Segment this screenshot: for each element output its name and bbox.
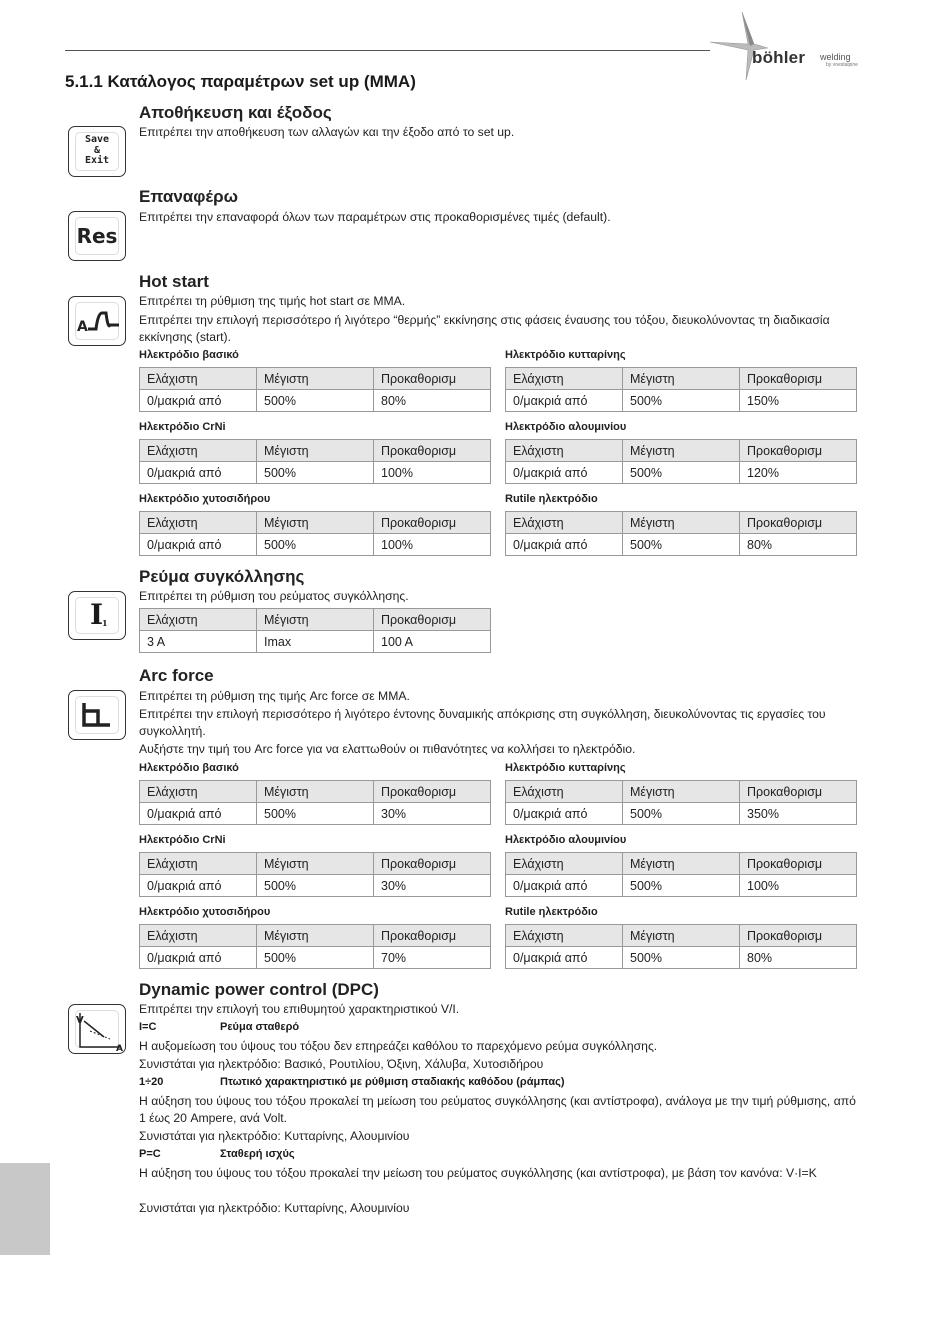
cell-min: 0/μακριά από bbox=[140, 875, 257, 897]
dpc-mode-code: 1÷20 bbox=[139, 1076, 164, 1088]
col-default: Προκαθορισμ bbox=[740, 925, 857, 947]
electrode-label: Ηλεκτρόδιο χυτοσιδήρου bbox=[139, 493, 271, 505]
cell-min: 0/μακριά από bbox=[140, 803, 257, 825]
dpc-mode-code: I=C bbox=[139, 1021, 157, 1033]
cell-default: 80% bbox=[740, 534, 857, 556]
col-max: Μέγιστη bbox=[623, 781, 740, 803]
cell-min: 3 A bbox=[140, 631, 257, 653]
col-min: Ελάχιστη bbox=[506, 368, 623, 390]
electrode-label: Ηλεκτρόδιο αλουμινίου bbox=[505, 421, 627, 433]
col-max: Μέγιστη bbox=[623, 853, 740, 875]
col-min: Ελάχιστη bbox=[140, 368, 257, 390]
cell-default: 350% bbox=[740, 803, 857, 825]
bohler-logo-icon bbox=[706, 8, 876, 84]
dpc-mode-code: P=C bbox=[139, 1148, 161, 1160]
cell-min: 0/μακριά από bbox=[506, 462, 623, 484]
electrode-label: Rutile ηλεκτρόδιο bbox=[505, 906, 598, 918]
electrode-param-table bbox=[505, 511, 857, 556]
hot-start-desc-2: Επιτρέπει την επιλογή περισσότερο ή λιγότερο “θερμής” εκκίνησης στις φάσεις έναυσης του τόξου, διευκολύνοντας τη διαδικασία εκκίνησης (start). bbox=[139, 313, 830, 344]
cell-default: 100% bbox=[374, 462, 491, 484]
electrode-param-table bbox=[139, 852, 491, 897]
col-min: Ελάχιστη bbox=[140, 781, 257, 803]
arc-force-title: Arc force bbox=[139, 666, 214, 685]
arc-force-desc-3: Αυξήστε την τιμή του Arc force για να ελαττωθούν οι πιθανότητες να κολλήσει το ηλεκτρόδιο. bbox=[139, 742, 636, 756]
electrode-param-table bbox=[505, 780, 857, 825]
cell-default: 100% bbox=[740, 875, 857, 897]
save-exit-title: Αποθήκευση και έξοδος bbox=[139, 103, 332, 122]
dpc-mode-name: Ρεύμα σταθερό bbox=[220, 1021, 300, 1033]
logo-sub: welding bbox=[820, 52, 851, 62]
page-side-tab bbox=[0, 1163, 50, 1255]
welding-current-table bbox=[139, 608, 491, 653]
cell-default: 80% bbox=[374, 390, 491, 412]
electrode-label: Ηλεκτρόδιο CrNi bbox=[139, 834, 226, 846]
col-max: Μέγιστη bbox=[623, 368, 740, 390]
save-exit-icon: Save & Exit bbox=[68, 126, 126, 177]
dpc-title: Dynamic power control (DPC) bbox=[139, 980, 379, 999]
hot-start-title: Hot start bbox=[139, 272, 209, 291]
electrode-label: Ηλεκτρόδιο CrNi bbox=[139, 421, 226, 433]
cell-max: 500% bbox=[257, 462, 374, 484]
reset-title: Επαναφέρω bbox=[139, 187, 238, 206]
cell-max: 500% bbox=[257, 947, 374, 969]
electrode-label: Ηλεκτρόδιο κυτταρίνης bbox=[505, 349, 626, 361]
cell-min: 0/μακριά από bbox=[506, 947, 623, 969]
col-default: Προκαθορισμ bbox=[374, 609, 491, 631]
col-min: Ελάχιστη bbox=[140, 925, 257, 947]
hot-start-desc-1: Επιτρέπει τη ρύθμιση της τιμής hot start σε MMA. bbox=[139, 294, 406, 308]
col-default: Προκαθορισμ bbox=[740, 512, 857, 534]
col-default: Προκαθορισμ bbox=[374, 925, 491, 947]
col-max: Μέγιστη bbox=[257, 440, 374, 462]
cell-max: 500% bbox=[257, 803, 374, 825]
electrode-param-table bbox=[139, 367, 491, 412]
cell-default: 120% bbox=[740, 462, 857, 484]
col-max: Μέγιστη bbox=[257, 853, 374, 875]
cell-max: 500% bbox=[623, 803, 740, 825]
dpc-mode-name: Πτωτικό χαρακτηριστικό με ρύθμιση σταδιακής καθόδου (ράμπας) bbox=[220, 1076, 565, 1088]
col-min: Ελάχιστη bbox=[140, 440, 257, 462]
cell-default: 70% bbox=[374, 947, 491, 969]
col-default: Προκαθορισμ bbox=[374, 853, 491, 875]
reset-icon: Res bbox=[68, 211, 126, 261]
cell-min: 0/μακριά από bbox=[506, 534, 623, 556]
save-exit-desc: Επιτρέπει την αποθήκευση των αλλαγών και την έξοδο από το set up. bbox=[139, 125, 515, 139]
cell-max: 500% bbox=[623, 947, 740, 969]
electrode-param-table bbox=[505, 439, 857, 484]
electrode-param-table bbox=[139, 780, 491, 825]
cell-min: 0/μακριά από bbox=[506, 875, 623, 897]
cell-default: 30% bbox=[374, 803, 491, 825]
col-default: Προκαθορισμ bbox=[740, 853, 857, 875]
cell-min: 0/μακριά από bbox=[140, 390, 257, 412]
col-max: Μέγιστη bbox=[257, 368, 374, 390]
electrode-label: Ηλεκτρόδιο αλουμινίου bbox=[505, 834, 627, 846]
col-default: Προκαθορισμ bbox=[740, 781, 857, 803]
dpc-mode-rec: Συνιστάται για ηλεκτρόδιο: Κυτταρίνης, Αλουμινίου bbox=[139, 1201, 410, 1215]
col-min: Ελάχιστη bbox=[506, 925, 623, 947]
cell-max: 500% bbox=[257, 390, 374, 412]
electrode-label: Ηλεκτρόδιο χυτοσιδήρου bbox=[139, 906, 271, 918]
col-default: Προκαθορισμ bbox=[374, 512, 491, 534]
electrode-param-table bbox=[505, 924, 857, 969]
electrode-param-table bbox=[139, 511, 491, 556]
header-rule bbox=[65, 50, 710, 51]
electrode-label: Rutile ηλεκτρόδιο bbox=[505, 493, 598, 505]
cell-default: 30% bbox=[374, 875, 491, 897]
col-max: Μέγιστη bbox=[257, 781, 374, 803]
col-max: Μέγιστη bbox=[257, 925, 374, 947]
hot-start-icon bbox=[68, 296, 126, 346]
col-max: Μέγιστη bbox=[257, 609, 374, 631]
welding-current-desc: Επιτρέπει τη ρύθμιση του ρεύματος συγκόλλησης. bbox=[139, 589, 409, 603]
col-max: Μέγιστη bbox=[623, 440, 740, 462]
col-min: Ελάχιστη bbox=[506, 512, 623, 534]
cell-min: 0/μακριά από bbox=[506, 803, 623, 825]
dpc-icon-a: A bbox=[116, 1044, 123, 1054]
dpc-mode-name: Σταθερή ισχύς bbox=[220, 1148, 295, 1160]
col-max: Μέγιστη bbox=[623, 925, 740, 947]
electrode-label: Ηλεκτρόδιο βασικό bbox=[139, 762, 239, 774]
electrode-param-table bbox=[505, 852, 857, 897]
col-min: Ελάχιστη bbox=[140, 609, 257, 631]
cell-min: 0/μακριά από bbox=[140, 534, 257, 556]
welding-current-icon: I 1 bbox=[68, 591, 126, 640]
cell-max: Imax bbox=[257, 631, 374, 653]
dpc-mode-text: Η αύξηση του ύψους του τόξου προκαλεί τη μείωση του ρεύματος συγκόλλησης (και αντίστροφα), ανάλογα με την τιμή ρύθμισης, από 1 έως 20 Ampere, ανά Volt. bbox=[139, 1094, 856, 1125]
arc-force-icon bbox=[68, 690, 126, 740]
cell-max: 500% bbox=[623, 390, 740, 412]
cell-min: 0/μακριά από bbox=[506, 390, 623, 412]
col-max: Μέγιστη bbox=[623, 512, 740, 534]
electrode-param-table bbox=[139, 439, 491, 484]
dpc-mode-text: Η αύξηση του ύψους του τόξου προκαλεί την μείωση του ρεύματος συγκόλλησης (και αντίστροφα), με βάση τον κανόνα: V·I=K bbox=[139, 1166, 817, 1180]
col-min: Ελάχιστη bbox=[506, 781, 623, 803]
section-title: 5.1.1 Κατάλογος παραμέτρων set up (MMA) bbox=[65, 72, 416, 91]
reset-desc: Επιτρέπει την επαναφορά όλων των παραμέτρων στις προκαθορισμένες τιμές (default). bbox=[139, 210, 611, 224]
arc-force-desc-1: Επιτρέπει τη ρύθμιση της τιμής Arc force σε MMA. bbox=[139, 689, 410, 703]
col-default: Προκαθορισμ bbox=[740, 440, 857, 462]
logo-brand: böhler bbox=[752, 48, 806, 67]
col-default: Προκαθορισμ bbox=[374, 440, 491, 462]
col-min: Ελάχιστη bbox=[506, 853, 623, 875]
dpc-icon-v: V bbox=[76, 1015, 84, 1026]
cell-default: 100% bbox=[374, 534, 491, 556]
dpc-desc: Επιτρέπει την επιλογή του επιθυμητού χαρακτηριστικού V/I. bbox=[139, 1002, 460, 1016]
col-default: Προκαθορισμ bbox=[374, 781, 491, 803]
welding-current-title: Ρεύμα συγκόλλησης bbox=[139, 567, 305, 586]
svg-text:A: A bbox=[77, 319, 88, 335]
col-min: Ελάχιστη bbox=[506, 440, 623, 462]
col-default: Προκαθορισμ bbox=[374, 368, 491, 390]
cell-default: 150% bbox=[740, 390, 857, 412]
cell-min: 0/μακριά από bbox=[140, 947, 257, 969]
cell-max: 500% bbox=[623, 462, 740, 484]
cell-max: 500% bbox=[623, 875, 740, 897]
cell-default: 80% bbox=[740, 947, 857, 969]
col-default: Προκαθορισμ bbox=[740, 368, 857, 390]
cell-default: 100 A bbox=[374, 631, 491, 653]
cell-max: 500% bbox=[257, 534, 374, 556]
col-max: Μέγιστη bbox=[257, 512, 374, 534]
dpc-mode-rec: Συνιστάται για ηλεκτρόδιο: Βασικό, Ρουτιλίου, Όξινη, Χάλυβα, Χυτοσιδήρου bbox=[139, 1057, 544, 1071]
dpc-icon bbox=[68, 1004, 126, 1054]
arc-force-desc-2: Επιτρέπει την επιλογή περισσότερο ή λιγότερο έντονης δυναμικής απόκρισης στη συγκόλληση, διευκολύνοντας τις εργασίες του συγκολλητή. bbox=[139, 707, 826, 738]
dpc-mode-rec: Συνιστάται για ηλεκτρόδιο: Κυτταρίνης, Αλουμινίου bbox=[139, 1129, 410, 1143]
electrode-param-table bbox=[139, 924, 491, 969]
electrode-label: Ηλεκτρόδιο βασικό bbox=[139, 349, 239, 361]
logo-tagline: by voestalpine bbox=[826, 62, 858, 68]
cell-max: 500% bbox=[623, 534, 740, 556]
col-min: Ελάχιστη bbox=[140, 512, 257, 534]
dpc-mode-text: Η αυξομείωση του ύψους του τόξου δεν επηρεάζει καθόλου το παρεχόμενο ρεύμα συγκόλλησης. bbox=[139, 1039, 658, 1053]
col-min: Ελάχιστη bbox=[140, 853, 257, 875]
cell-max: 500% bbox=[257, 875, 374, 897]
electrode-param-table bbox=[505, 367, 857, 412]
electrode-label: Ηλεκτρόδιο κυτταρίνης bbox=[505, 762, 626, 774]
cell-min: 0/μακριά από bbox=[140, 462, 257, 484]
